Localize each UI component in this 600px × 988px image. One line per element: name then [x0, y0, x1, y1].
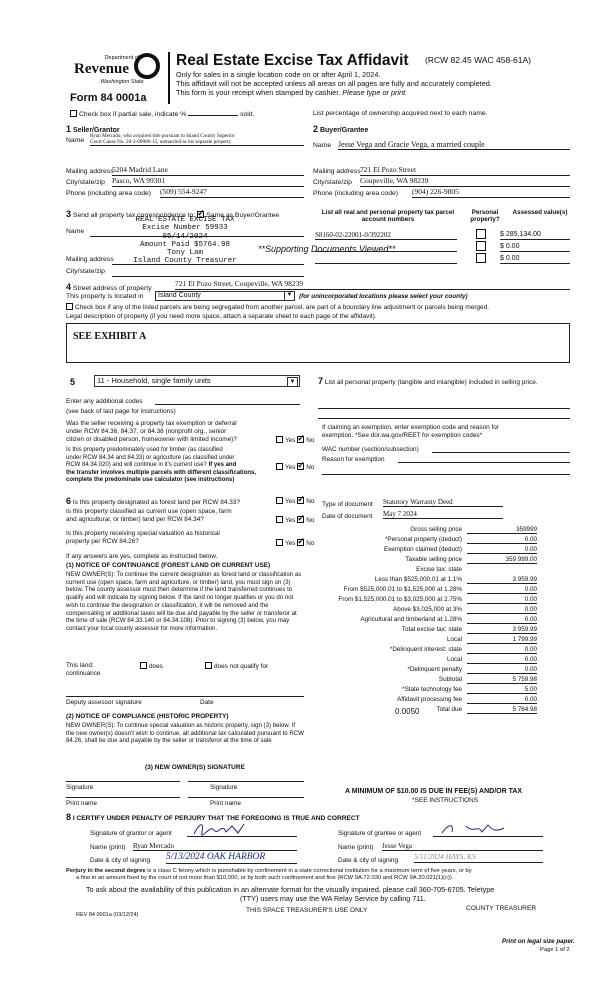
parcel-number-1[interactable]: S8160-02-22001-0/392202 — [315, 231, 457, 240]
calc-row — [318, 676, 570, 686]
calc-row-label: From $525,000.01 to $1,525,000 at 1.28% — [343, 586, 462, 593]
grantee-date-field[interactable]: 5/11/2024 HAYS, KS — [414, 853, 543, 863]
located-in-label: This property is located in — [66, 293, 144, 300]
calc-row — [318, 566, 570, 576]
revenue-swirl-icon — [134, 53, 160, 79]
county-select[interactable]: Island County ▼ — [155, 291, 295, 301]
calc-row-label: Total due — [436, 706, 462, 713]
parcel-number-3[interactable] — [315, 255, 457, 264]
if-yes-note: If any answers are yes, complete as instructed below. — [66, 553, 218, 560]
personal-prop-checkbox-3[interactable] — [476, 253, 486, 263]
form-number: Form 84 0001a — [70, 92, 147, 104]
historic-no-checkbox[interactable] — [297, 539, 304, 546]
calc-row — [318, 606, 570, 616]
calc-row-label: *Delinquent interest: state — [389, 646, 462, 653]
calc-row-label: Affidavit processing fee — [397, 696, 462, 703]
doc-type-field[interactable]: Statutory Warranty Deed — [383, 498, 503, 507]
land-does-not-option: does not qualify for — [205, 662, 268, 670]
calc-row-value[interactable]: 0.00 — [467, 666, 537, 674]
list-percentage-note: List percentage of ownership acquired next to each name. — [313, 110, 488, 117]
wac-field[interactable] — [432, 452, 570, 453]
calc-row-value[interactable]: 359999 — [467, 526, 537, 534]
calc-row — [318, 526, 570, 536]
grantor-date-field[interactable]: 5/13/2024 OAK HARBOR — [166, 852, 297, 864]
calc-row-value[interactable]: 0.00 — [467, 616, 537, 624]
partial-sale-checkbox[interactable] — [70, 110, 77, 117]
timber-question: Is this property predominately used for timber (as classified under RCW 84.34 and 84.33) or agriculture (as classified under RCW 84.34.020) and will continue in it's current use? If yes and the transfer involves multiple parcels with different classifications, complete the predominate use calculator (see instructions) — [66, 447, 257, 483]
buyer-mail-label: Mailing address — [313, 168, 361, 175]
subtitle-2: This affidavit will not be accepted unless all areas on all pages are fully and accurately completed. — [176, 79, 492, 88]
see-instructions-note: *SEE INSTRUCTIONS — [412, 797, 479, 804]
calc-row-value[interactable]: 0.00 — [467, 656, 537, 664]
calc-row-label: Less than $525,000.01 at 1.1% — [374, 576, 462, 583]
assessed-value-3[interactable]: $ 0.00 — [500, 255, 570, 264]
calc-row-value[interactable]: 0.00 — [467, 546, 537, 554]
calc-row-label: Gross selling price — [410, 526, 462, 533]
seller-heading: 1 Seller/Grantor — [66, 124, 120, 134]
legal-description-label: Legal description of property (if you need more space, attach a separate sheet to each page of the affidavit). — [66, 313, 377, 320]
buyer-city-field[interactable]: Coupeville, WA 98239 — [360, 177, 570, 187]
seller-phone-field[interactable]: (509) 554-9247 — [160, 188, 304, 198]
print-name-line-1[interactable] — [66, 797, 180, 798]
county-treasurer-label: COUNTY TREASURER — [466, 905, 537, 912]
grantee-signature-label: Signature of grantee or agent — [338, 830, 422, 837]
calc-row — [318, 646, 570, 656]
seller-city-label: City/state/zip — [66, 179, 105, 186]
calc-row-label: Total excise tax: state — [401, 626, 462, 633]
tty-note: (TTY) users may use the WA Relay Service by calling 711. — [240, 894, 426, 903]
exemption-yes-checkbox[interactable] — [276, 436, 283, 443]
calc-row — [318, 626, 570, 636]
calc-row-label: Taxable selling price — [405, 556, 462, 563]
current-use-no-checkbox[interactable] — [297, 516, 304, 523]
exemption-instructions: If claiming an exemption, enter exemption code and reason for exemption. *See dor.wa.gov/REET for exemption codes* — [322, 424, 499, 439]
signature-label-1: Signature — [66, 784, 94, 791]
chevron-down-icon: ▼ — [284, 292, 294, 300]
legal-description-box[interactable] — [66, 323, 570, 363]
historic-question: Is this property receiving special valuation as historical property per RCW 84.26? — [66, 530, 220, 545]
personal-property-line-2[interactable] — [318, 418, 570, 419]
current-use-question: Is this property classified as current use (open space, farm and agricultural, or timber) land per RCW 84.34? — [66, 508, 232, 523]
calc-row-value[interactable]: 0.00 — [467, 596, 537, 604]
land-does-not-checkbox[interactable] — [205, 662, 212, 669]
deputy-date-label: Date — [200, 699, 214, 706]
segregated-checkbox[interactable] — [66, 303, 73, 310]
calc-row-label: Above $3,025,000 at 3% — [393, 606, 462, 613]
tax-calculation — [318, 526, 570, 716]
use-code-select[interactable]: 11 - Household, single family units ▼ — [94, 375, 300, 387]
historic-yes-no: Yes ✓ No — [276, 539, 314, 547]
personal-prop-col-header: Personal property? — [470, 209, 500, 224]
current-use-yes-no: Yes ✓ No — [276, 516, 314, 524]
section-5-number: 5 — [70, 377, 76, 387]
print-name-label-1: Print name — [66, 800, 97, 807]
page-indicator: Page 1 of 2 — [540, 947, 570, 953]
calc-row-value[interactable]: 0.00 — [467, 536, 537, 544]
calc-row — [318, 636, 570, 646]
dept-line2: Revenue — [74, 61, 129, 78]
current-use-yes-checkbox[interactable] — [276, 516, 283, 523]
calc-row — [318, 696, 570, 706]
calc-row — [318, 656, 570, 666]
calc-row-value[interactable]: 3 959.99 — [467, 576, 537, 584]
seller-mail-label: Mailing address — [66, 168, 114, 175]
street-label: 4 Street address of property — [66, 282, 152, 292]
calc-row-value[interactable]: 359 999.00 — [467, 556, 537, 564]
parcel-col-header: List all real and personal property tax parcel account numbers — [321, 209, 455, 224]
calc-row — [318, 586, 570, 596]
unincorporated-note: (for unincorporated locations please select your county) — [299, 293, 468, 300]
seller-phone-label: Phone (including area code) — [66, 190, 152, 197]
calc-row-label: From $1,525,000.01 to $3,025,000 at 2.75% — [338, 596, 462, 603]
forest-no-checkbox[interactable] — [297, 497, 304, 504]
personal-property-line-1[interactable] — [318, 408, 570, 409]
calc-row-label: Local — [446, 656, 462, 663]
calc-row-label: *Personal property (deduct) — [384, 536, 462, 543]
alternate-format-note: To ask about the availability of this publication in an alternate format for the visually impaired, please call 360-705-6705. Teletype — [86, 885, 495, 894]
grantor-name-label: Name (print) — [90, 844, 126, 851]
grantor-signature-label: Signature of grantor or agent — [90, 830, 172, 837]
assessed-value-1[interactable]: $ 285,134.00 — [500, 231, 570, 240]
forest-yes-no: Yes ✓ No — [276, 497, 314, 505]
calc-row-label: Subtotal — [438, 676, 462, 683]
deputy-signature-line[interactable] — [66, 696, 304, 697]
notice-compliance-title: (2) NOTICE OF COMPLIANCE (HISTORIC PROPERTY) — [66, 713, 229, 720]
calc-row-value[interactable]: 0.00 — [467, 696, 537, 704]
reason-field-2[interactable] — [322, 474, 570, 475]
calc-row-label: *Delinquent penalty — [407, 666, 462, 673]
treasurer-use-label: THIS SPACE TREASURER'S USE ONLY — [246, 907, 368, 914]
legal-description-value: SEE EXHIBIT A — [73, 331, 147, 342]
personal-prop-checkbox-1[interactable] — [476, 229, 486, 239]
buyer-city-label: City/state/zip — [313, 179, 352, 186]
tax-corr-city-label: City/state/zip — [66, 268, 105, 275]
subtitle-3: This form is your receipt when stamped by cashier. Please type or print. — [176, 88, 408, 97]
timber-no-checkbox[interactable] — [297, 463, 304, 470]
chevron-down-icon: ▼ — [287, 377, 298, 387]
seller-name-label: Name — [66, 137, 85, 144]
excise-tax-stamp: REAL ESTATE EXCISE TAX Excise Number 59933 05/14/2024 Amount Paid $5764.98 Tony Lam Island County Treasurer — [133, 216, 237, 266]
tax-corr-mail-label: Mailing address — [66, 256, 114, 263]
supporting-documents-stamp: **Supporting Documents Viewed** — [258, 244, 396, 254]
calc-row-value[interactable]: 1 799.99 — [467, 636, 537, 644]
seller-mail-field[interactable]: 5204 Madrid Lane — [112, 166, 304, 176]
historic-yes-checkbox[interactable] — [276, 539, 283, 546]
calc-row-value[interactable]: 5 759.98 — [467, 676, 537, 684]
header-divider — [168, 52, 170, 104]
calc-row-value[interactable]: 0.00 — [467, 586, 537, 594]
assessed-value-2[interactable]: $ 0.00 — [500, 243, 570, 252]
assessed-col-header: Assessed value(s) — [512, 209, 568, 216]
segregated-row: Check box if any of the listed parcels are being segregated from another parcel, are part of a boundary line adjustment or parcels being merged. — [66, 303, 489, 311]
notice-compliance-body: NEW OWNER(S): To continue special valuation as historic property, sign (3) below. If the new owner(s) doesn't wish to continue, all additional tax calculated pursuant to RCW 84.26, shall be due and payable by the seller or transferor at the time of sale — [66, 722, 304, 745]
parcel-number-2[interactable] — [315, 243, 457, 252]
buyer-heading: 2 Buyer/Grantee — [313, 124, 369, 134]
calc-row-value[interactable]: 3 959.99 — [467, 626, 537, 634]
street-address-field[interactable]: 721 El Pozo Street, Coupeville, WA 98239 — [175, 280, 570, 290]
subtitle-1: Only for sales in a single location code on or after April 1, 2024. — [176, 70, 381, 79]
form-title: Real Estate Excise Tax Affidavit — [176, 52, 409, 69]
calc-row-label: *State technology fee — [402, 686, 462, 693]
local-rate: 0.0050 — [395, 707, 420, 716]
deputy-signature-label: Deputy assessor signature — [66, 699, 142, 706]
grantor-signature-icon — [192, 820, 252, 838]
calc-row — [318, 576, 570, 586]
legal-size-note: Print on legal size paper. — [502, 938, 575, 945]
personal-property-label: 7 List all personal property (tangible and intangible) included in selling price. — [318, 376, 538, 386]
calc-row-value[interactable]: 5 764.98 — [467, 706, 537, 714]
calc-row-label: Exemption claimed (deduct) — [383, 546, 462, 553]
grantee-signature-icon — [438, 820, 518, 838]
doc-type-label: Type of document — [322, 501, 373, 508]
calc-row — [318, 666, 570, 676]
print-name-line-2[interactable] — [188, 797, 304, 798]
additional-codes-label: Enter any additional codes — [66, 398, 143, 405]
grantor-name-field[interactable]: Ryan Mercado — [133, 842, 297, 851]
calc-row-value[interactable]: 0.00 — [467, 606, 537, 614]
buyer-name-label: Name — [313, 142, 332, 149]
personal-prop-checkbox-2[interactable] — [476, 241, 486, 251]
form-citation: (RCW 82.45 WAC 458-61A) — [425, 55, 531, 65]
see-back-note: (see back of last page for instructions) — [66, 408, 176, 415]
grantee-name-field[interactable]: Jesse Vega — [382, 842, 543, 851]
forest-land-question: 6 Is this property designated as forest land per RCW 84.33? — [66, 496, 241, 506]
minimum-due-note: A MINIMUM OF $10.00 IS DUE IN FEE(S) AND/OR TAX — [345, 788, 523, 795]
calc-row — [318, 596, 570, 606]
calc-row-label: Agricultural and timberland at 1.28% — [360, 616, 462, 623]
certify-statement: 8 I CERTIFY UNDER PENALTY OF PERJURY THAT THE FOREGOING IS TRUE AND CORRECT — [66, 812, 360, 822]
dept-line1: Department of — [104, 55, 140, 61]
wac-label: WAC number (section/subsection) — [322, 446, 419, 453]
calc-row — [318, 706, 570, 716]
dor-logo — [74, 55, 162, 85]
grantee-name-label: Name (print) — [338, 844, 374, 851]
forest-yes-checkbox[interactable] — [276, 497, 283, 504]
owner-signature-line-2[interactable] — [188, 781, 304, 782]
tax-corr-heading: 3 Send all property tax correspondence to: ✓ Same as Buyer/Grantee — [66, 209, 279, 220]
tax-corr-city-line — [112, 276, 304, 277]
buyer-mail-field[interactable]: 721 El Pozo Street — [360, 166, 570, 176]
calc-row — [318, 686, 570, 696]
grantee-date-label: Date & city of signing — [338, 857, 399, 864]
signature-label-2: Signature — [210, 784, 238, 791]
tax-corr-name-label: Name — [66, 228, 85, 235]
grantor-date-label: Date & city of signing — [90, 857, 151, 864]
dept-line3: Washington State — [100, 78, 144, 85]
calc-row-label: Excise tax: state — [416, 566, 462, 573]
doc-date-field[interactable]: May 7 2024 — [383, 510, 503, 519]
print-name-label-2: Print name — [210, 800, 241, 807]
buyer-phone-field[interactable]: (904) 226-9805 — [412, 188, 570, 198]
seller-name-field[interactable]: Ryan Mercado, who acquired title pursuant to Island County Superior Court Cause No. 20-3-00006-15, unmarried as his separate property — [90, 133, 304, 146]
notice-continuance-body: NEW OWNER(S): To continue the current designation as forest land or classification as current use (open space, farm and agriculture, or timber) land, you must sign on (3) below. The county assessor must then determine if the land transferred continues to qualify and will indicate by signing below. If the land no longer qualifies or you do not wish to continue the designation or classification, it will be removed and the compensating or additional taxes will be due and payable by the seller or transferor at the time of sale (RCW 84.33.140 or 84.34.108). Prior to signing (3) below, you may contact your local county assessor for more information. — [66, 571, 302, 633]
calc-row-value[interactable]: 0.00 — [467, 646, 537, 654]
exemption-yes-no: Yes ✓ No — [276, 436, 314, 444]
perjury-notice: Perjury in the second degree is a class C felony which is punishable by confinement in a state correctional institution for a maximum term of five years, or by a fine in an amount fixed by the court of not more than $10,000, or by both such confinement and fine (RCW 9A.72.030 and RCW 9A.20.021(1)(c)). — [66, 868, 472, 882]
owner-signature-line-1[interactable] — [66, 781, 180, 782]
calc-row — [318, 616, 570, 626]
calc-row-value[interactable]: 5.00 — [467, 686, 537, 694]
revision-number: REV 84 0001a (03/12/24) — [76, 912, 139, 918]
calc-row — [318, 536, 570, 546]
partial-sale-row: Check box if partial sale, indicate % sold. — [70, 110, 254, 119]
doc-date-label: Date of document — [322, 513, 373, 520]
buyer-phone-label: Phone (including area code) — [313, 190, 399, 197]
new-owner-signature-title: (3) NEW OWNER(S) SIGNATURE — [145, 764, 245, 771]
notice-continuance-title: (1) NOTICE OF CONTINUANCE (FOREST LAND OR CURRENT USE) — [66, 562, 271, 569]
exemption-no-checkbox[interactable] — [297, 436, 304, 443]
seller-city-field[interactable]: Pasco, WA 99301 — [112, 177, 304, 187]
additional-codes-field[interactable] — [155, 404, 300, 405]
calc-row — [318, 546, 570, 556]
reason-field[interactable] — [398, 462, 570, 463]
land-does-checkbox[interactable] — [140, 662, 147, 669]
this-land-label: This land: continuance — [66, 662, 101, 678]
buyer-name-field[interactable]: Jesse Vega and Gracie Vega, a married couple — [338, 140, 570, 150]
calc-row-label: Local — [446, 636, 462, 643]
timber-yes-checkbox[interactable] — [276, 463, 283, 470]
timber-yes-no: Yes ✓ No — [276, 463, 314, 471]
calc-row — [318, 556, 570, 566]
reason-label: Reason for exemption — [322, 456, 385, 463]
exemption-question: Was the seller receiving a property tax exemption or deferral under RCW 84.36, 84.37, or 84.38 (nonprofit org., senior citizen or disabled person, homeowner with limited income)? — [66, 420, 237, 443]
land-does-option: does — [140, 662, 163, 670]
